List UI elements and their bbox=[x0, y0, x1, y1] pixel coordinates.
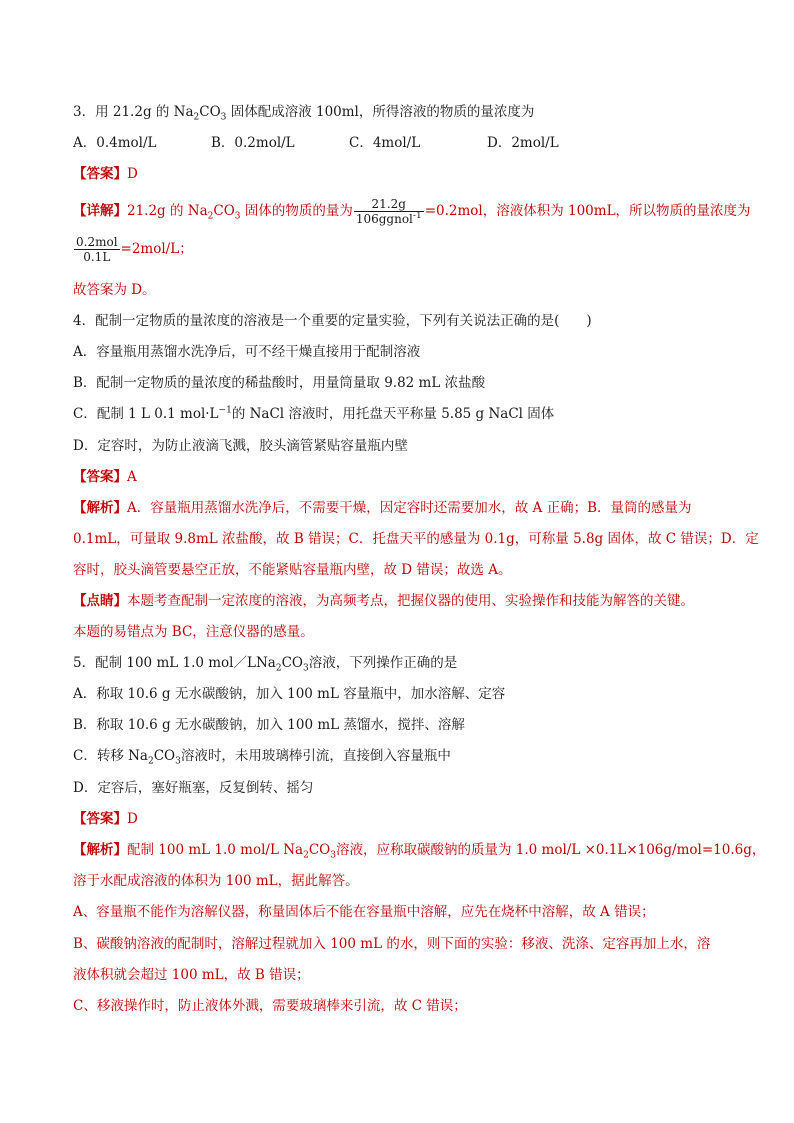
q3-fraction-2-denominator: 0.1L bbox=[74, 249, 120, 264]
q3-detail-text-a: 21.2g 的 Na bbox=[127, 203, 208, 219]
q4-comment-line-2: 本题的易错点为 BC，注意仪器的感量。 bbox=[73, 624, 314, 640]
q3-detail-text-d: =0.2mol，溶液体积为 100mL，所以物质的量浓度为 bbox=[424, 203, 751, 219]
q3-stem bbox=[73, 102, 534, 122]
q3-detail-line-2 bbox=[73, 232, 193, 266]
q5-option-c-sub-2: 3 bbox=[175, 756, 181, 767]
q5-option-a: A．称取 10.6 g 无水碳酸钠，加入 100 mL 容量瓶中，加水溶解、定容 bbox=[73, 686, 506, 702]
q5-stem-sub: 2 bbox=[275, 663, 282, 674]
q5-option-c-text-1: C．转移 Na bbox=[73, 748, 148, 764]
q3-fraction-1-numerator: 21.2g bbox=[371, 197, 406, 211]
q5-analysis-line-6: C、移液操作时，防止液体外溅，需要玻璃棒来引流，故 C 错误； bbox=[73, 998, 467, 1014]
q5-analysis-line-5: 液体积就会超过 100 mL，故 B 错误； bbox=[73, 967, 310, 983]
q4-option-c-sup: −1 bbox=[218, 405, 232, 416]
q5-stem-sub-2: 3 bbox=[302, 663, 309, 674]
q4-stem: 4．配制一定物质的量浓度的溶液是一个重要的定量实验，下列有关说法正确的是( ) bbox=[73, 313, 592, 329]
q4-analysis-line-2: 0.1mL，可量取 9.8mL 浓盐酸，故 B 错误；C．托盘天平的感量为 0.1g，可称量 5.8g 固体，故 C 错误；D．定 bbox=[73, 531, 759, 547]
q5-option-c-text-2: CO bbox=[153, 748, 176, 764]
answer-tag: 【答案】 bbox=[73, 166, 127, 182]
q4-option-d: D．定容时，为防止液滴飞溅，胶头滴管紧贴容量瓶内壁 bbox=[73, 438, 408, 454]
q3-fraction-1-den-b: gnol bbox=[386, 212, 413, 226]
q4-analysis-text-1: A．容量瓶用蒸馏水洗净后，不需要干燥，因定容时还需要加水，故 A 正确；B．量筒的感量为 bbox=[127, 500, 692, 516]
detail-tag: 【详解】 bbox=[73, 203, 127, 219]
analysis-tag: 【解析】 bbox=[73, 500, 127, 516]
q5-analysis-text-2: CO bbox=[308, 842, 331, 858]
q4-comment-text-1: 本题考查配制一定浓度的溶液，为高频考点，把握仪器的使用、实验操作和技能为解答的关键。 bbox=[127, 593, 694, 609]
q5-stem-text-1: 5．配制 100 mL 1.0 mol／LNa bbox=[73, 655, 276, 671]
q3-stem-text-2: CO bbox=[199, 104, 221, 120]
q3-detail-line-1 bbox=[73, 194, 751, 228]
q3-conclusion: 故答案为 D。 bbox=[73, 282, 156, 298]
q3-detail-text-b: CO bbox=[213, 203, 235, 219]
q3-option-a: A．0.4mol/L bbox=[73, 135, 157, 151]
q5-analysis-line-4: B、碳酸钠溶液的配制时，溶解过程就加入 100 mL 的水，则下面的实验：移液、洗涤、定容再加上水，溶 bbox=[73, 936, 711, 952]
q4-option-c-text-1: C．配制 1 L 0.1 mol·L bbox=[73, 406, 219, 422]
q3-detail-sub: 2 bbox=[207, 211, 214, 222]
q5-option-c bbox=[73, 746, 451, 766]
q3-fraction-1 bbox=[354, 197, 424, 226]
q4-option-b: B．配制一定物质的量浓度的稀盐酸时，用量筒量取 9.82 mL 浓盐酸 bbox=[73, 375, 486, 391]
q3-fraction-1-den-a: 106g bbox=[355, 212, 387, 226]
q5-answer bbox=[73, 809, 138, 829]
q3-detail-text-c: 固体的物质的量为 bbox=[240, 203, 353, 219]
q3-fraction-2 bbox=[74, 235, 120, 264]
q5-analysis-text-3: 溶液，应称取碳酸钠的质量为 1.0 mol/L ×0.1L×106g/mol=10.6g， bbox=[335, 842, 766, 858]
q3-options bbox=[73, 133, 713, 153]
q4-analysis-line-1 bbox=[73, 498, 692, 518]
q5-analysis-line-1 bbox=[73, 840, 765, 860]
q5-analysis-line-2: 溶于水配成溶液的体积为 100 mL，据此解答。 bbox=[73, 873, 359, 889]
q4-answer-value: A bbox=[127, 469, 137, 485]
q3-fraction-1-den-sup: -1 bbox=[412, 211, 422, 221]
q3-answer-value: D bbox=[127, 166, 138, 182]
q3-detail-sub-2: 3 bbox=[234, 211, 241, 222]
q4-analysis-line-3: 容时，胶头滴管要悬空正放，不能紧贴容量瓶内壁，故 D 错误；故选 A。 bbox=[73, 562, 512, 578]
q3-fraction-2-numerator: 0.2mol bbox=[76, 235, 118, 249]
q5-stem bbox=[73, 653, 457, 673]
q5-analysis-line-3: A、容量瓶不能作为溶解仪器，称量固体后不能在容量瓶中溶解，应先在烧杯中溶解，故 A 错误； bbox=[73, 904, 655, 920]
answer-tag: 【答案】 bbox=[73, 469, 127, 485]
q5-option-c-sub: 2 bbox=[147, 756, 154, 767]
q5-option-c-text-3: 溶液时，未用玻璃棒引流，直接倒入容量瓶中 bbox=[180, 748, 451, 764]
q3-answer bbox=[73, 164, 138, 184]
q4-option-a: A．容量瓶用蒸馏水洗净后，可不经干燥直接用于配制溶液 bbox=[73, 344, 421, 360]
q5-analysis-sub: 2 bbox=[303, 850, 309, 861]
q3-stem-text-3: 固体配成溶液 100ml，所得溶液的物质的量浓度为 bbox=[226, 104, 535, 120]
q3-stem-text-1: 3．用 21.2g 的 Na bbox=[73, 104, 194, 120]
comment-tag: 【点睛】 bbox=[73, 593, 127, 609]
q5-option-b: B．称取 10.6 g 无水碳酸钠，加入 100 mL 蒸馏水，搅拌、溶解 bbox=[73, 717, 465, 733]
q4-option-c-text-2: 的 NaCl 溶液时，用托盘天平称量 5.85 g NaCl 固体 bbox=[231, 406, 555, 422]
q5-option-d: D．定容后，塞好瓶塞，反复倒转、摇匀 bbox=[73, 780, 314, 796]
q3-stem-sub-2: 3 bbox=[220, 112, 227, 123]
q5-analysis-text-1: 配制 100 mL 1.0 mol/L Na bbox=[127, 842, 304, 858]
answer-tag: 【答案】 bbox=[73, 811, 127, 827]
q4-comment-line-1 bbox=[73, 591, 694, 611]
q3-stem-sub: 2 bbox=[193, 112, 200, 123]
q5-analysis-sub-2: 3 bbox=[330, 850, 336, 861]
q3-option-d: D．2mol/L bbox=[487, 135, 559, 151]
q3-option-c: C．4mol/L bbox=[349, 135, 421, 151]
q3-fraction-1-denominator bbox=[354, 211, 424, 226]
q5-stem-text-2: CO bbox=[281, 655, 303, 671]
q4-answer bbox=[73, 467, 137, 487]
analysis-tag: 【解析】 bbox=[73, 842, 127, 858]
q5-answer-value: D bbox=[127, 811, 138, 827]
q3-detail-text-e: =2mol/L； bbox=[120, 241, 193, 257]
q4-option-c bbox=[73, 404, 554, 424]
q5-stem-text-3: 溶液，下列操作正确的是 bbox=[308, 655, 458, 671]
q3-option-b: B．0.2mol/L bbox=[211, 135, 295, 151]
